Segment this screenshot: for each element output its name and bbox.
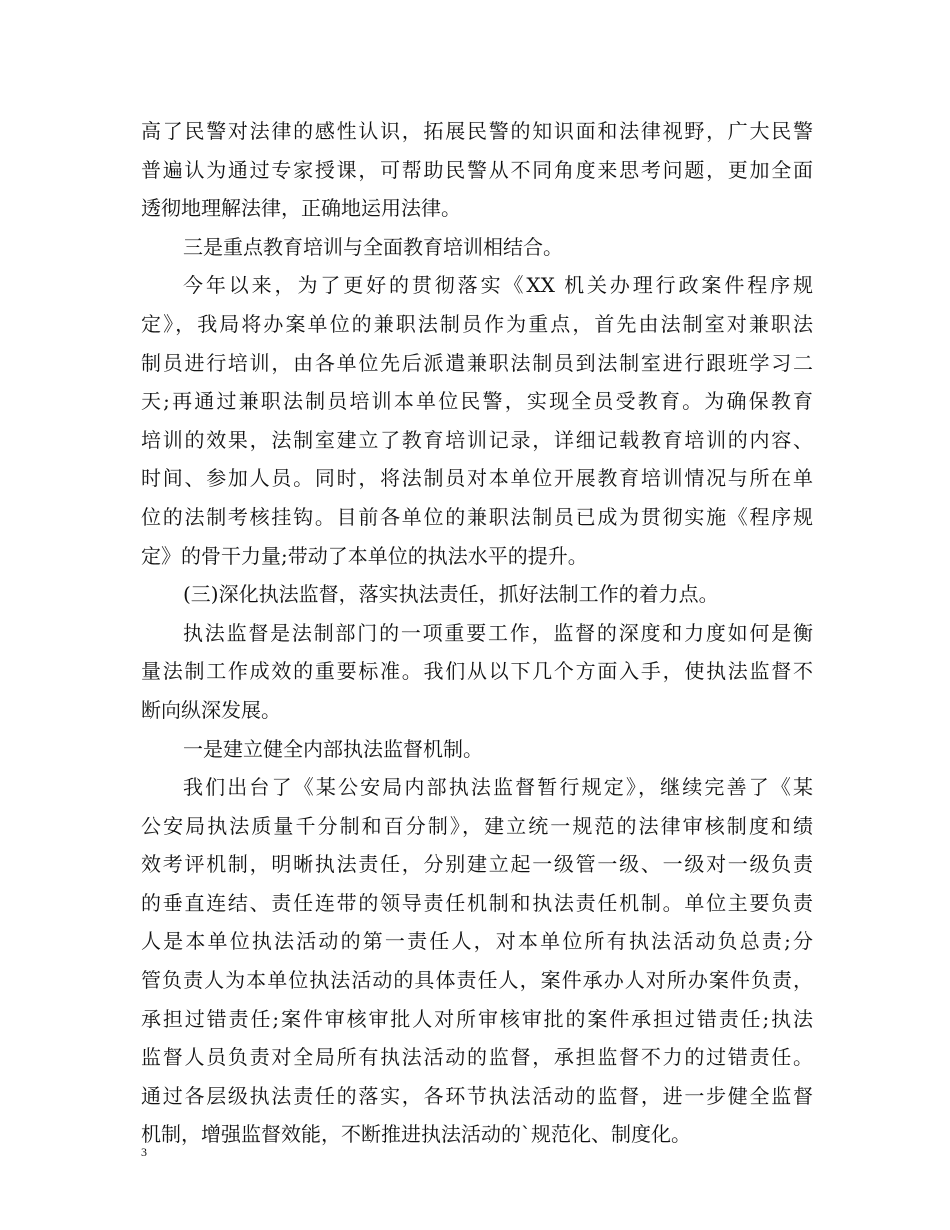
text-line: 我们出台了《某公安局内部执法监督暂行规定》，继续完善了《某 [183,775,813,800]
text-line: 承担过错责任;案件审核审批人对所审核审批的案件承担过错责任;执法 [141,1006,813,1031]
text-line: 天;再通过兼职法制员培训本单位民警，实现全员受教育。为确保教育 [141,389,813,414]
text-line: 公安局执法质量千分制和百分制》，建立统一规范的法律审核制度和绩 [141,813,813,838]
text-line: 管负责人为本单位执法活动的具体责任人，案件承办人对所办案件负责， [141,968,813,993]
text-line: 通过各层级执法责任的落实，各环节执法活动的监督，进一步健全监督 [141,1083,813,1108]
text-line: 今年以来，为了更好的贯彻落实《XX 机关办理行政案件程序规 [183,273,813,298]
text-line: 制员进行培训，由各单位先后派遣兼职法制员到法制室进行跟班学习二 [141,350,813,375]
section-heading: 三是重点教育培训与全面教育培训相结合。 [183,234,563,259]
text-line: 机制，增强监督效能，不断推进执法活动的`规范化、制度化。 [141,1122,691,1147]
text-line: 高了民警对法律的感性认识，拓展民警的知识面和法律视野，广大民警 [141,119,813,143]
text-line: 时间、参加人员。同时，将法制员对本单位开展教育培训情况与所在单 [141,466,813,491]
section-heading: 一是建立健全内部执法监督机制。 [183,736,483,761]
page-number: 3 [141,1145,147,1159]
text-line: 定》的骨干力量;带动了本单位的执法水平的提升。 [141,543,588,568]
text-line: 定》，我局将办案单位的兼职法制员作为重点，首先由法制室对兼职法 [141,311,813,336]
text-line: 监督人员负责对全局所有执法活动的监督，承担监督不力的过错责任。 [141,1045,813,1070]
text-line: 培训的效果，法制室建立了教育培训记录，详细记载教育培训的内容、 [141,427,813,452]
section-heading: (三)深化执法监督，落实执法责任，抓好法制工作的着力点。 [183,582,719,607]
text-line: 量法制工作成效的重要标准。我们从以下几个方面入手，使执法监督不 [141,659,813,684]
text-line: 执法监督是法制部门的一项重要工作，监督的深度和力度如何是衡 [183,620,813,645]
text-line: 普遍认为通过专家授课，可帮助民警从不同角度来思考问题，更加全面 [141,157,813,182]
text-line: 断向纵深发展。 [141,697,281,722]
text-line: 效考评机制，明晰执法责任，分别建立起一级管一级、一级对一级负责 [141,852,813,877]
text-line: 人是本单位执法活动的第一责任人，对本单位所有执法活动负总责;分 [141,929,813,954]
text-line: 透彻地理解法律，正确地运用法律。 [141,196,461,221]
text-line: 的垂直连结、责任连带的领导责任机制和执法责任机制。单位主要负责 [141,890,813,915]
document-body [141,112,813,1154]
text-line: 位的法制考核挂钩。目前各单位的兼职法制员已成为贯彻实施《程序规 [141,504,813,529]
